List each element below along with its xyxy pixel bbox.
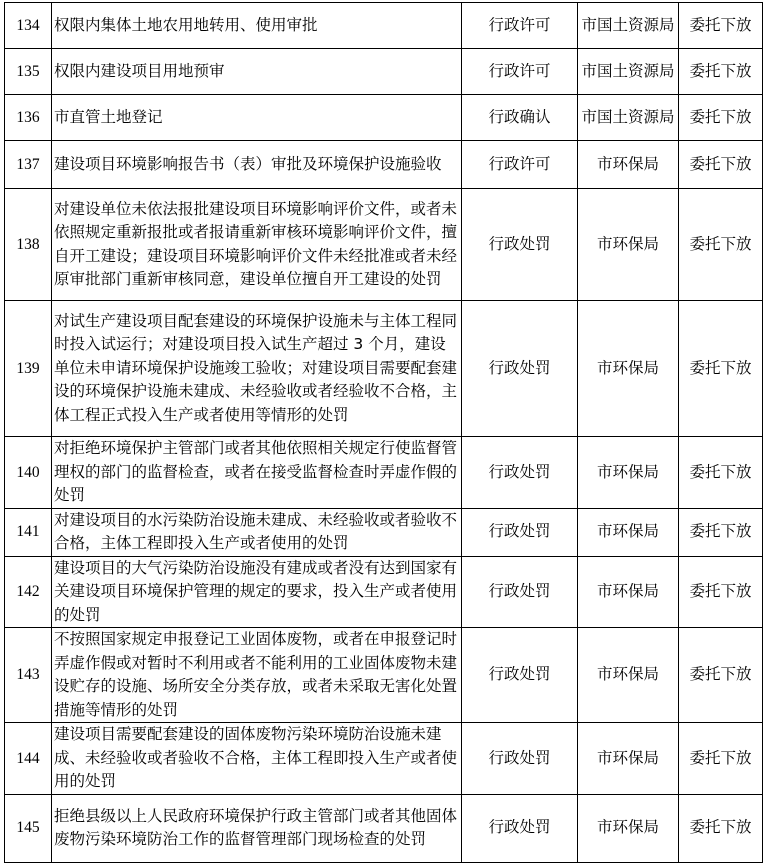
table-body [5,3,763,863]
row-number: 139 [5,301,52,437]
delegation-mode: 委托下放 [679,794,763,862]
table-row [5,301,763,437]
delegation-mode: 委托下放 [679,556,763,628]
row-number: 141 [5,508,52,556]
row-number: 136 [5,95,52,141]
table-row [5,556,763,628]
delegation-mode: 委托下放 [679,141,763,189]
row-number: 142 [5,556,52,628]
item-name: 权限内建设项目用地预审 [52,49,462,95]
item-type: 行政处罚 [462,723,578,795]
table-row [5,628,763,723]
item-name: 对建设单位未依法报批建设项目环境影响评价文件，或者未依照规定重新报批或者报请重新审核环境影响评价文件，擅自开工建设；建设项目环境影响评价文件未经批准或者未经原审批部门重新审核同意，建设单位擅自开工建设的处罚 [52,189,462,301]
delegation-mode: 委托下放 [679,628,763,723]
item-type: 行政确认 [462,95,578,141]
item-type: 行政处罚 [462,189,578,301]
delegation-mode: 委托下放 [679,437,763,509]
item-type: 行政处罚 [462,508,578,556]
authority-items-table [4,2,763,863]
table-row [5,189,763,301]
department: 市环保局 [578,794,679,862]
table-row [5,95,763,141]
row-number: 137 [5,141,52,189]
row-number: 140 [5,437,52,509]
delegation-mode: 委托下放 [679,3,763,49]
item-name: 建设项目的大气污染防治设施没有建成或者没有达到国家有关建设项目环境保护管理的规定的要求，投入生产或者使用的处罚 [52,556,462,628]
item-name: 建设项目需要配套建设的固体废物污染环境防治设施未建成、未经验收或者验收不合格，主体工程即投入生产或者使用的处罚 [52,723,462,795]
item-type: 行政处罚 [462,794,578,862]
item-type: 行政处罚 [462,437,578,509]
item-type: 行政许可 [462,49,578,95]
item-type: 行政处罚 [462,556,578,628]
item-type: 行政处罚 [462,628,578,723]
item-name: 拒绝县级以上人民政府环境保护行政主管部门或者其他固体废物污染环境防治工作的监督管理部门现场检查的处罚 [52,794,462,862]
department: 市环保局 [578,189,679,301]
department: 市环保局 [578,437,679,509]
item-name: 对建设项目的水污染防治设施未建成、未经验收或者验收不合格，主体工程即投入生产或者使用的处罚 [52,508,462,556]
table-row [5,49,763,95]
table-row [5,3,763,49]
row-number: 145 [5,794,52,862]
department: 市国土资源局 [578,95,679,141]
item-name: 对试生产建设项目配套建设的环境保护设施未与主体工程同时投入试运行；对建设项目投入试生产超过 3 个月，建设单位未申请环境保护设施竣工验收；对建设项目需要配套建设的环境保护设施未建成、未经验收或者经验收不合格，主体工程正式投入生产或者使用等情形的处罚 [52,301,462,437]
row-number: 135 [5,49,52,95]
table-row [5,794,763,862]
item-name: 建设项目环境影响报告书（表）审批及环境保护设施验收 [52,141,462,189]
row-number: 134 [5,3,52,49]
item-name: 市直管土地登记 [52,95,462,141]
row-number: 138 [5,189,52,301]
table-row [5,141,763,189]
delegation-mode: 委托下放 [679,508,763,556]
item-name: 权限内集体土地农用地转用、使用审批 [52,3,462,49]
row-number: 143 [5,628,52,723]
item-type: 行政许可 [462,141,578,189]
department: 市环保局 [578,556,679,628]
item-type: 行政许可 [462,3,578,49]
table-row [5,723,763,795]
department: 市国土资源局 [578,49,679,95]
delegation-mode: 委托下放 [679,95,763,141]
delegation-mode: 委托下放 [679,723,763,795]
row-number: 144 [5,723,52,795]
department: 市国土资源局 [578,3,679,49]
item-name: 不按照国家规定申报登记工业固体废物，或者在申报登记时弄虚作假或对暂时不利用或者不能利用的工业固体废物未建设贮存的设施、场所安全分类存放，或者未采取无害化处置措施等情形的处罚 [52,628,462,723]
department: 市环保局 [578,628,679,723]
department: 市环保局 [578,141,679,189]
department: 市环保局 [578,508,679,556]
delegation-mode: 委托下放 [679,301,763,437]
delegation-mode: 委托下放 [679,49,763,95]
department: 市环保局 [578,301,679,437]
delegation-mode: 委托下放 [679,189,763,301]
table-row [5,508,763,556]
item-name: 对拒绝环境保护主管部门或者其他依照相关规定行使监督管理权的部门的监督检查，或者在接受监督检查时弄虚作假的处罚 [52,437,462,509]
department: 市环保局 [578,723,679,795]
item-type: 行政处罚 [462,301,578,437]
table-row [5,437,763,509]
